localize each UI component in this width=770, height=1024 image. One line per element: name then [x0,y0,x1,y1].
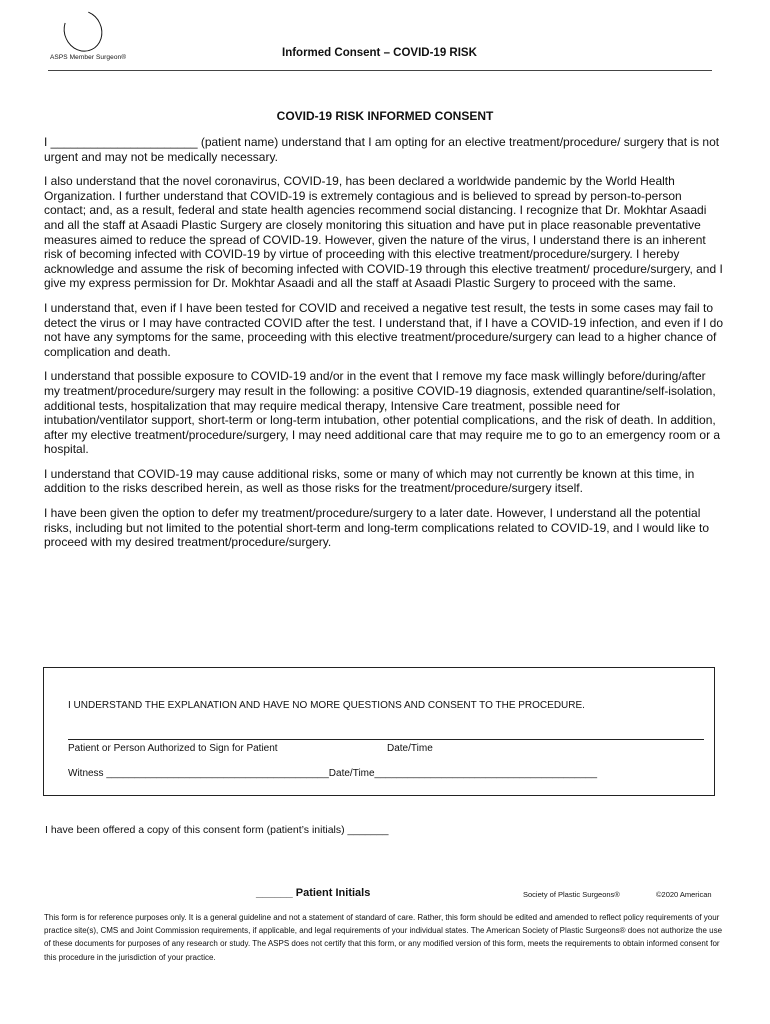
consent-statement: I UNDERSTAND THE EXPLANATION AND HAVE NO MORE QUESTIONS AND CONSENT TO THE PROCEDURE. [68,700,585,711]
witness-signature-row[interactable]: Witness ________________________________________Date/Time________________________________________ [68,768,598,779]
header-divider [48,70,712,71]
paragraph-testing: I understand that, even if I have been tested for COVID and received a negative test result, the tests in some cases may fail to detect the virus or I may have contracted COVID after the test. I understand that, if I have a COVID-19 infection, and even if I do not have any symptoms for the same, proceeding with this elective treatment/procedure/surgery can lead to a higher chance of complication and death. [44,300,724,359]
patient-date-time-label: Date/Time [387,743,433,754]
paragraph-pandemic: I also understand that the novel coronavirus, COVID-19, has been declared a worldwide pandemic by the World Health Organization. I further understand that COVID-19 is extremely contagious and is believed to spread by person-to-person contact; and, as a result, federal and state health agencies recommend social distancing. I recognize that Dr. Mokhtar Asaadi and all the staff at Asaadi Plastic Surgery are closely monitoring this situation and have put in place reasonable preventative measures aimed to reduce the spread of COVID-19. However, given the nature of the virus, I understand there is an inherent risk of becoming infected with COVID-19 by virtue of proceeding with this elective treatment/procedure/surgery. I hereby acknowledge and assume the risk of becoming infected with COVID-19 through this elective treatment/ procedure/surgery, and I give my express permission for Dr. Mokhtar Asaadi and all the staff at Asaadi Plastic Surgery to proceed with the same. [44,174,723,291]
paragraph-patient-name: I ______________________ (patient name) understand that I am opting for an elective treatment/procedure/ surgery that is not urgent and may not be medically necessary. [44,135,720,164]
header-title: Informed Consent – COVID-19 RISK [282,47,477,59]
patient-initials[interactable]: ______ Patient Initials [256,887,371,899]
copy-offer-initials[interactable]: I have been offered a copy of this consent form (patient’s initials) _______ [45,824,389,836]
society-name: Society of Plastic Surgeons® [523,890,620,899]
patient-signature-line[interactable] [68,739,704,740]
document-title: COVID-19 RISK INFORMED CONSENT [276,109,494,123]
disclaimer-text: This form is for reference purposes only. It is a general guideline and not a statement of standard of care. Rather, this form should be edited and amended to reflect policy requirements of your practice site(s), CMS and Joint Commission requirements, if applicable, and legal requirements of your individual states. The American Society of Plastic Surgeons® does not authorize the use of these documents for purposes of any research or study. The ASPS does not certify that this form, or any modified version of this form, meets the requirements to obtain informed consent for this procedure in the jurisdiction of your practice. [44,913,723,962]
copyright-notice: ©2020 American [656,890,712,899]
asps-logo-mark [57,4,109,58]
paragraph-exposure: I understand that possible exposure to COVID-19 and/or in the event that I remove my face mask willingly before/during/after my treatment/procedure/surgery may result in the following: a positive COVID-19 diagnosis, extended quarantine/self-isolation, additional tests, hospitalization that may require medical therapy, Intensive Care treatment, possible need for intubation/ventilator support, short-term or long-term intubation, other potential complications, and the risk of death. In addition, after my elective treatment/procedure/surgery, I may need additional care that may require me to go to an emergency room or a hospital. [44,369,721,457]
consent-body [44,135,724,560]
paragraph-defer-option: I have been given the option to defer my treatment/procedure/surgery to a later date. However, I understand all the potential risks, including but not limited to the potential short-term and long-term complications related to COVID-19, and I would like to proceed with my desired treatment/procedure/surgery. [44,506,709,550]
asps-logo [50,10,140,66]
paragraph-additional-risks: I understand that COVID-19 may cause additional risks, some or many of which may not currently be known at this time, in addition to the risks described herein, as well as those risks for the treatment/procedure/surgery itself. [44,466,695,496]
signature-box [43,667,715,796]
logo-text: ASPS Member Surgeon® [50,54,127,61]
patient-signature-label: Patient or Person Authorized to Sign for Patient [68,743,278,754]
